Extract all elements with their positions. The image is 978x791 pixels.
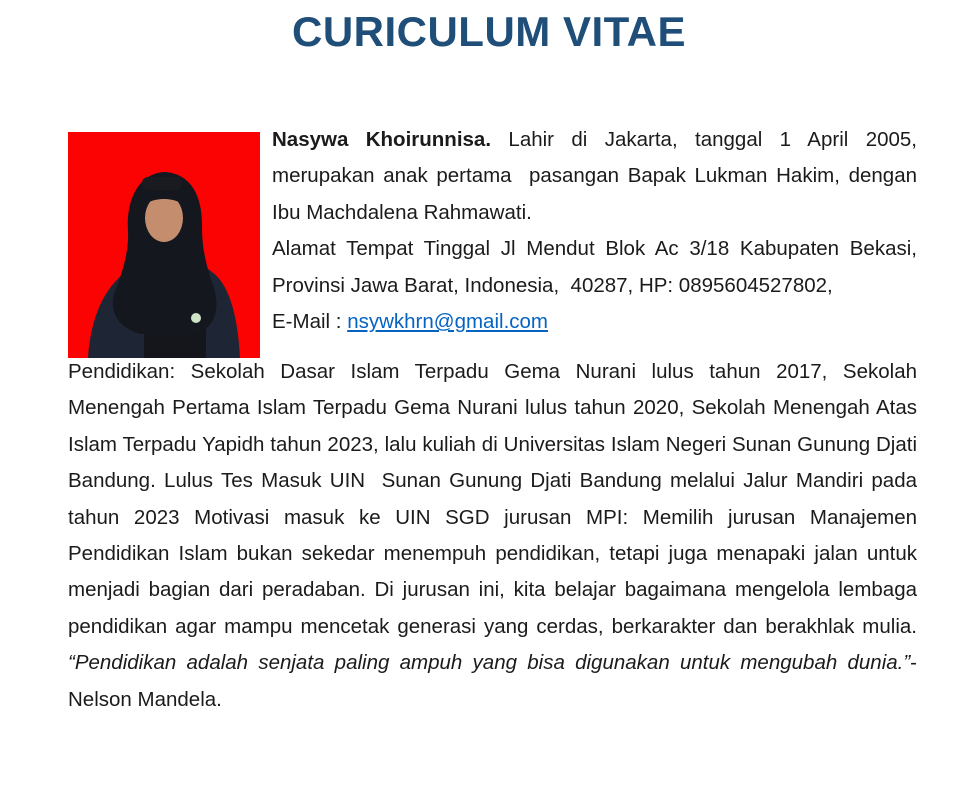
- page-title: CURICULUM VITAE: [291, 8, 687, 55]
- mandela-quote: “Pendidikan adalah senjata paling ampuh yang bisa digunakan untuk mengubah dunia.”: [68, 651, 911, 675]
- person-name: Nasywa Khoirunnisa.: [272, 128, 492, 151]
- bio-intro-paragraph: [272, 122, 923, 231]
- bio-section: [68, 128, 923, 358]
- badge-pin: [191, 313, 201, 323]
- education-paragraph: [68, 354, 923, 718]
- email-link[interactable]: nsywkhrn@gmail.com: [347, 310, 548, 334]
- education-body-text: Pendidikan: Sekolah Dasar Islam Terpadu Gema Nurani lulus tahun 2017, Sekolah Menengah Pertama Islam Terpadu Gema Nurani lulus tahun 2020, Sekolah Menengah Atas Islam Terpadu Yapidh tahun 2023, lalu kuliah di Universitas Islam Negeri Sunan Gunung Djati Bandung. Lulus Tes Masuk UIN Sunan Gunung Djati Bandung melalui Jalur Mandiri pada tahun 2023 Motivasi masuk ke UIN SGD jurusan MPI: Memilih jurusan Manajemen Pendidikan Islam bukan sekedar menempuh pendidikan, tetapi juga menapaki jalan untuk menjadi bagian dari peradaban. Di jurusan ini, kita belajar bagaimana mengelola lembaga pendidikan agar mampu mencetak generasi yang cerdas, berkarakter dan berakhlak mulia.: [68, 360, 923, 638]
- profile-photo-illustration: [68, 132, 260, 358]
- email-label: E-Mail :: [272, 310, 348, 334]
- quote-attribution: -Nelson Mandela.: [68, 651, 917, 711]
- bio-email-line: [272, 304, 917, 340]
- profile-photo: [68, 132, 260, 358]
- bio-text-column: [272, 122, 923, 340]
- bio-intro-text: Lahir di Jakarta, tanggal 1 April 2005, merupakan anak pertama pasangan Bapak Lukman Hakim, dengan Ibu Machdalena Rahmawati.: [272, 128, 923, 224]
- sunglasses-icon: [142, 177, 182, 190]
- bio-address-paragraph: Alamat Tempat Tinggal Jl Mendut Blok Ac 3/18 Kabupaten Bekasi, Provinsi Jawa Barat, Indonesia, 40287, HP: 0895604527802,: [272, 237, 923, 297]
